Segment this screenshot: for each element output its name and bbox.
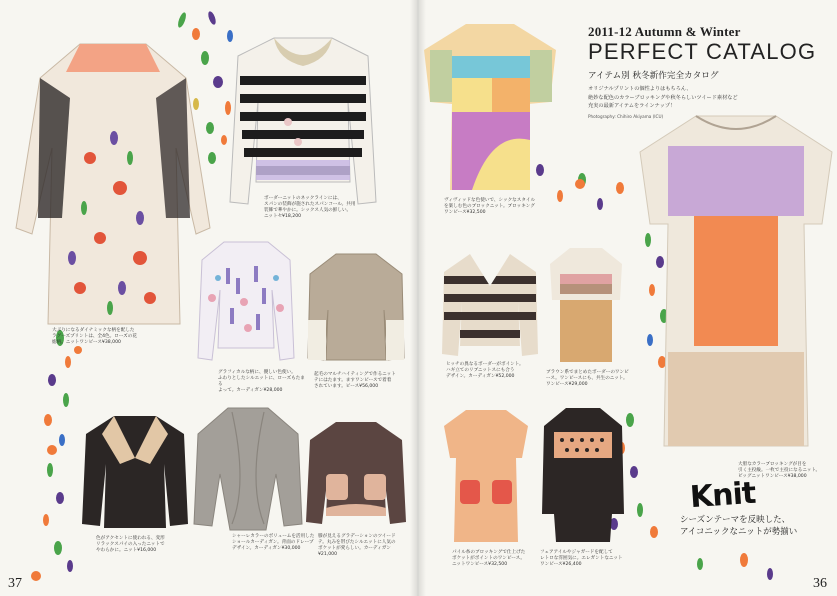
fairisle-dress-image [540, 404, 626, 548]
long-print-dress-image [10, 38, 216, 328]
block-tunic-dress-image [546, 244, 626, 368]
left-page-number: 37 [8, 576, 22, 591]
color-block-dress-image [420, 20, 560, 198]
page-title: PERFECT CATALOG [588, 39, 817, 64]
photo-credit: Photography: Chihiro Akiyama (ICU) [588, 113, 664, 119]
page-subtitle: アイテム別 秋冬新作完全カタログ [588, 71, 719, 81]
caption-collar-cardigan: 色がアクセントに使われる、変形 リラックスパイの入ったニットで やわらかに。ニット¥16,000 [96, 536, 165, 553]
stripe-cardigan-image [440, 250, 540, 360]
caption-grey-shrug: シャーレカラーのボリュームを活用した ショールカーディガン。背面のドレープ デザイン。カーディガン¥30,000 [232, 534, 315, 551]
caption-fairisle-dress: フェアアイルやジャガードを配して レトロな雰囲気に。エレガントなニット ワンピース¥26,400 [540, 550, 623, 567]
grey-shrug-image [192, 404, 304, 534]
big-block-dress-image [636, 112, 836, 452]
caption-block-tunic-dress: ブラウン系でまとめたボーダーのワンピ ース。ワンピースにも、共生のニット。 ワンピース¥29,000 [546, 370, 629, 387]
caption-color-block-dress: ヴィヴィッドな色使いで、シックなスタイル を楽しむ色のブロックニット。ブロッキング ワンピース¥32,500 [444, 198, 536, 215]
stripe-sweater-image [228, 32, 378, 212]
caption-stripe-sweater: ボーダーニットのネックラインには、 スパンの装飾が施されたスパンコール。共用 装飾で華やかに。シックス人気の鮮しい。 ニットセ¥18,200 [264, 196, 356, 219]
right-page-number: 36 [813, 576, 827, 591]
catalog-header [588, 24, 828, 119]
caption-big-block-dress: 大胆なカラーブロッキングが目を 引く主役級。一枚で主役になるニット。 ビッグニットワンピース¥38,000 [738, 462, 821, 479]
caption-stripe-cardigan: ヒッチの異なるボーダーがポイント。 ハギ立てのリブニットスにも合う デザイン。カーディガン¥52,000 [446, 362, 524, 379]
knit-feature-copy: シーズンテーマを反映した、 アイコニックなニットが勢揃い [680, 515, 798, 537]
collar-cardigan-image [80, 412, 190, 532]
caption-pocket-dress: パイル糸のブロッキングで仕上げた ポケットがポイントのワンピース。 ニットワンピース¥32,500 [452, 550, 526, 567]
caption-pocket-cardigan: 膝が見えるグラデーションのツイード テ。丸みを帯びたシルエットに人気の ポケットが愛らしい。カーディガン¥21,000 [318, 534, 396, 557]
intro-text: オリジナルプリントの個性よりはもちろん、 絶妙な配色のカラーブロッキングや秋冬らしいツイード素材など 充実の最新アイテムをラインナップ！ [588, 86, 738, 109]
caption-print-cardigan: グラフィカルな柄に、優しい色使い。 ふわりとしたシルエットに、ローズもたまる よって。カーディガン¥28,000 [218, 370, 305, 393]
pocket-cardigan-image [304, 418, 408, 528]
knit-feature-title: Knit [688, 475, 757, 516]
sleeved-tunic-image [306, 250, 406, 370]
print-cardigan-image [196, 238, 296, 368]
season-label: 2011-12 Autumn & Winter [588, 24, 741, 39]
caption-sleeved-tunic: 起毛のマルチハイティングで作るニット テにはたます。ますワンピースで着着 されています。ピース¥56,000 [314, 372, 396, 389]
pocket-dress-image [440, 406, 532, 548]
caption-long-print-dress: 大ぶりになるダイナミックな柄を配した ラグーズプリントは、全4色。ローズの花 総柄。ニットワンピース¥38,000 [52, 328, 137, 345]
